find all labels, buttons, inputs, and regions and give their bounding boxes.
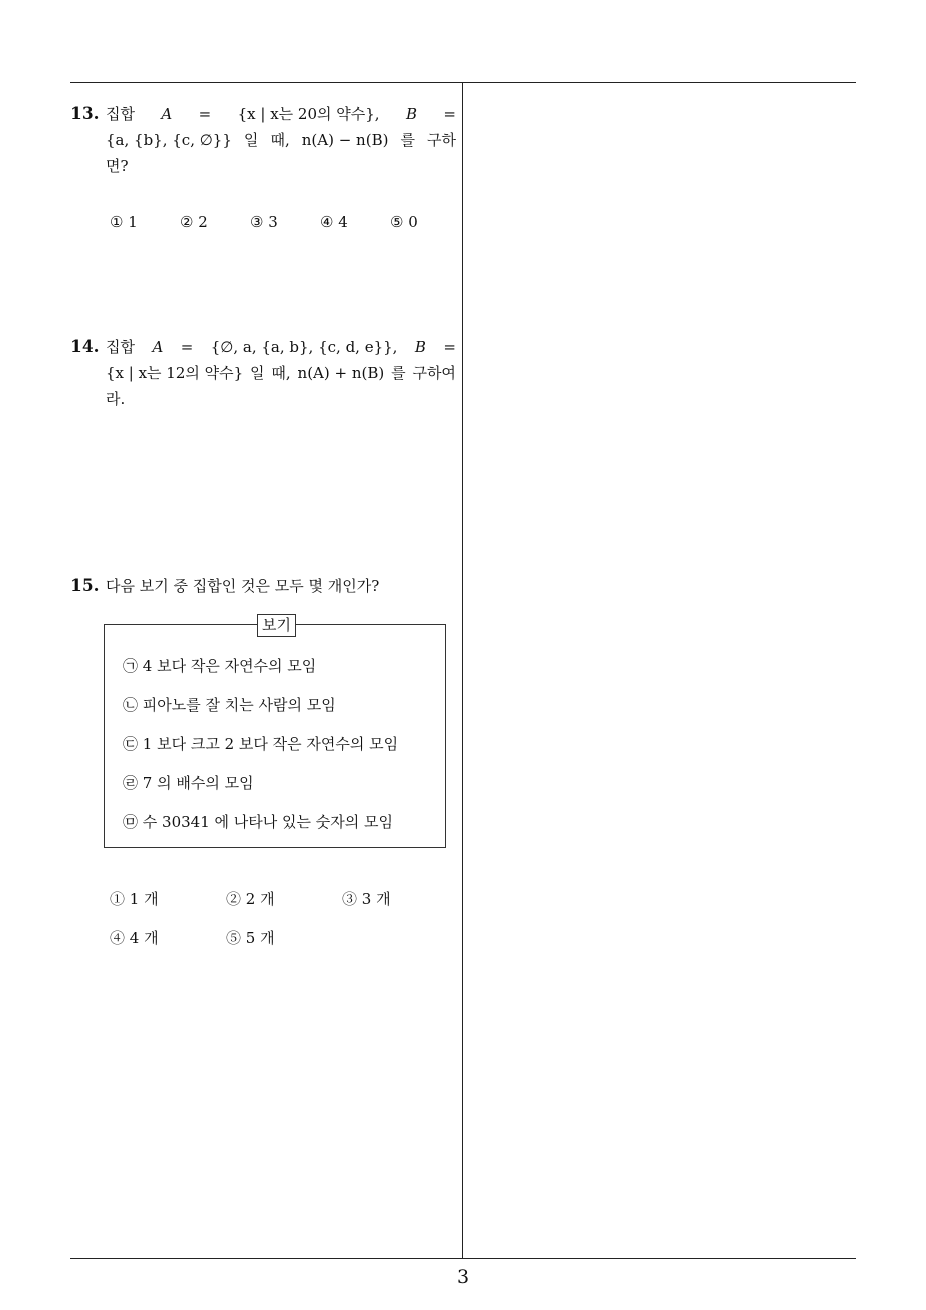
choice-3[interactable]: ③ 3 (250, 213, 278, 231)
math-fragment: n(A) + n(B) (297, 364, 385, 382)
example-item: ㉠ 4 보다 작은 자연수의 모임 (123, 657, 317, 675)
example-item: ㉤ 수 30341 에 나타나 있는 숫자의 모임 (123, 813, 393, 831)
page-number: 3 (456, 1266, 470, 1288)
math-fragment: B (414, 338, 426, 356)
answer-choices-15-row1 (110, 888, 458, 909)
example-box (104, 616, 446, 848)
text-fragment: 때, (270, 131, 290, 149)
question-line (106, 101, 456, 127)
choice-4[interactable]: ④ 4 (320, 213, 348, 231)
top-rule (70, 82, 856, 83)
question-line (106, 127, 456, 153)
text-fragment: 구하 (427, 131, 456, 149)
choice-3[interactable]: ③ 3 개 (342, 890, 391, 908)
text-fragment: 일 (243, 131, 259, 149)
choice-1[interactable]: ① 1 개 (110, 890, 159, 908)
question-text (106, 334, 456, 412)
text-fragment: 집합 (106, 338, 135, 356)
math-fragment: {x | x는 12의 약수} (106, 364, 244, 382)
choice-4[interactable]: ④ 4 개 (110, 929, 159, 947)
math-fragment: = (180, 338, 194, 356)
bottom-rule (70, 1258, 856, 1259)
text-fragment: 일 (250, 364, 265, 382)
text-fragment: 구하여 (412, 364, 456, 382)
question-text (106, 101, 456, 179)
example-item: ㉢ 1 보다 크고 2 보다 작은 자연수의 모임 (123, 735, 399, 753)
math-fragment: B (405, 105, 418, 123)
question-line (106, 360, 456, 386)
text-fragment: 를 (391, 364, 406, 382)
question-line: 라. (106, 390, 126, 408)
math-fragment: = (443, 105, 456, 123)
choice-5[interactable]: ⑤ 5 개 (226, 929, 275, 947)
example-box-title: 보기 (257, 614, 296, 637)
answer-choices-13 (110, 213, 460, 231)
question-line (106, 334, 456, 360)
math-fragment: n(A) − n(B) (301, 131, 389, 149)
math-fragment: = (198, 105, 212, 123)
choice-5[interactable]: ⑤ 0 (390, 213, 418, 231)
column-divider (462, 82, 463, 1258)
question-number: 15. (70, 576, 100, 596)
question-text: 다음 보기 중 집합인 것은 모두 몇 개인가? (106, 577, 380, 595)
text-fragment: 집합 (106, 105, 135, 123)
answer-choices-15-row2 (110, 927, 342, 948)
question-line: 면? (106, 157, 129, 175)
math-fragment: {∅, a, {a, b}, {c, d, e}}, (210, 338, 398, 356)
math-fragment: A (152, 338, 164, 356)
example-item: ㉡ 피아노를 잘 치는 사람의 모임 (123, 696, 336, 714)
example-item: ㉣ 7 의 배수의 모임 (123, 774, 254, 792)
math-fragment: A (161, 105, 173, 123)
choice-2[interactable]: ② 2 개 (226, 890, 275, 908)
question-number: 14. (70, 337, 100, 357)
math-fragment: {a, {b}, {c, ∅}} (106, 131, 232, 149)
question-14 (70, 334, 456, 412)
question-13 (70, 101, 456, 179)
text-fragment: 때, (271, 364, 291, 382)
choice-2[interactable]: ② 2 (180, 213, 208, 231)
math-fragment: = (443, 338, 456, 356)
text-fragment: 를 (400, 131, 415, 149)
choice-1[interactable]: ① 1 (110, 213, 138, 231)
question-number: 13. (70, 104, 100, 124)
question-15 (70, 573, 456, 599)
math-fragment: {x | x는 20의 약수}, (237, 105, 380, 123)
